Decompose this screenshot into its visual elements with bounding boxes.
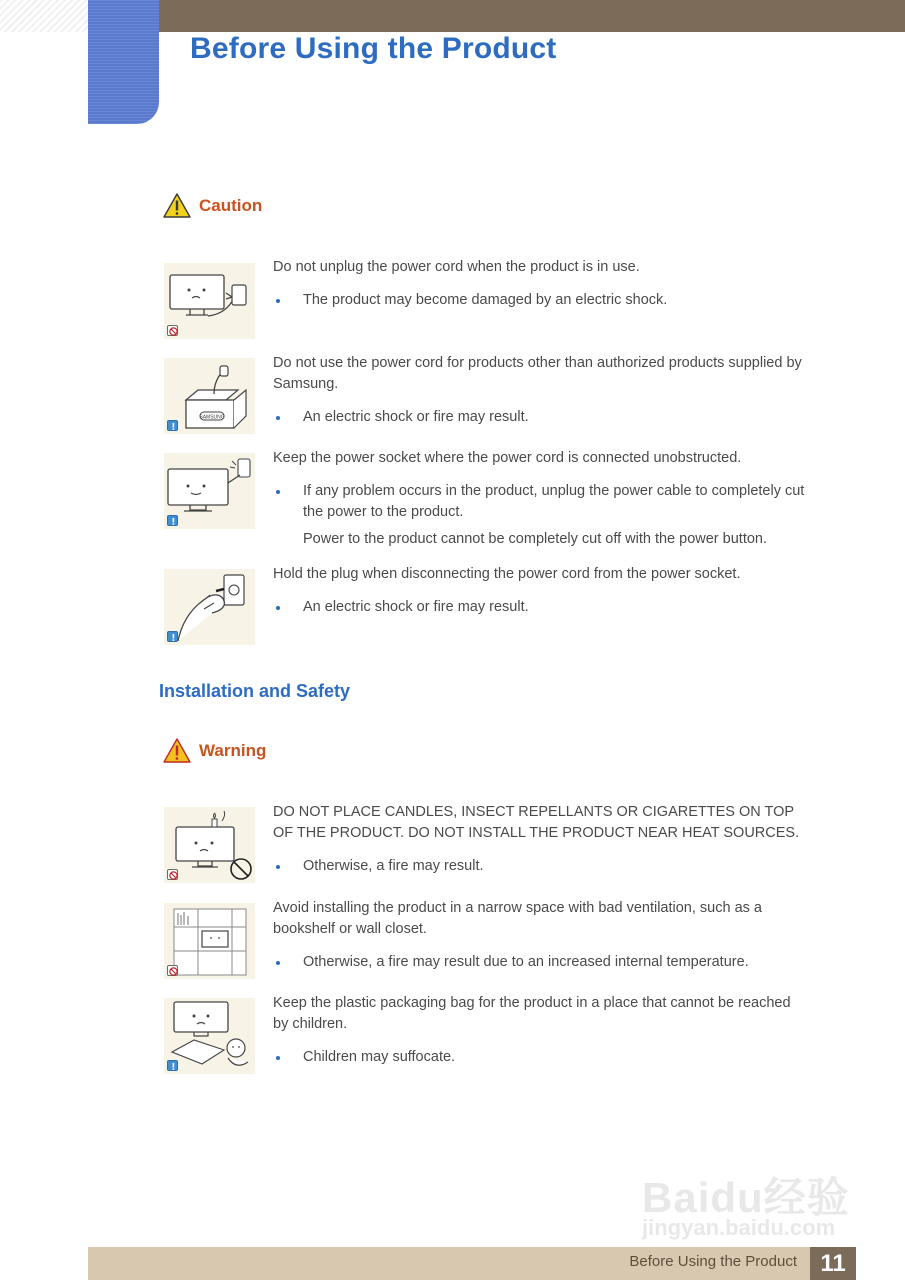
item-text: Do not use the power cord for products other than authorized products supplied by Samsung. <box>273 355 802 392</box>
caution-item-hold-plug <box>273 564 808 618</box>
item-text: Keep the plastic packaging bag for the product in a place that cannot be reached by children. <box>273 995 791 1032</box>
item-sub-note: Power to the product cannot be completely cut off with the power button. <box>303 531 768 547</box>
header-bar <box>159 0 905 32</box>
warning-label-text: Warning <box>199 740 267 760</box>
caution-label-text: Caution <box>199 195 263 215</box>
warning-item-ventilation <box>273 898 808 973</box>
caution-item-authorized <box>273 353 808 428</box>
item-bullet: The product may become damaged by an electric shock. <box>273 290 808 311</box>
prohibited-icon <box>167 325 178 336</box>
info-icon <box>167 420 178 431</box>
page-number: 11 <box>810 1247 856 1280</box>
illustration-bookshelf <box>164 903 255 979</box>
warning-triangle-icon <box>163 193 191 218</box>
watermark-logo: Baidu经验 <box>642 1174 850 1221</box>
section-heading: Installation and Safety <box>159 681 351 701</box>
caution-item-socket <box>273 448 808 550</box>
info-icon <box>167 1060 178 1071</box>
caution-item-unplug <box>273 257 808 311</box>
watermark <box>640 1145 860 1245</box>
illustration-hold-plug <box>164 569 255 645</box>
item-bullet: Otherwise, a fire may result due to an increased internal temperature. <box>273 952 808 973</box>
watermark-url: jingyan.baidu.com <box>642 1215 836 1240</box>
illustration-authorized-cord <box>164 358 255 434</box>
item-text: Avoid installing the product in a narrow space with bad ventilation, such as a bookshelf or wall closet. <box>273 900 762 937</box>
item-bullet: An electric shock or fire may result. <box>273 597 808 618</box>
illustration-unplug-in-use <box>164 263 255 339</box>
warning-item-packaging <box>273 993 808 1068</box>
header-pattern <box>0 0 88 32</box>
item-bullet: Children may suffocate. <box>273 1047 808 1068</box>
info-icon <box>167 515 178 526</box>
illustration-socket-unobstructed <box>164 453 255 529</box>
illustration-no-candles <box>164 807 255 883</box>
box-logo-text: SAMSUNG <box>199 414 225 421</box>
item-text: Hold the plug when disconnecting the power cord from the power socket. <box>273 566 741 582</box>
item-text: Keep the power socket where the power cord is connected unobstructed. <box>273 450 742 466</box>
item-text: DO NOT PLACE CANDLES, INSECT REPELLANTS OR CIGARETTES ON TOP OF THE PRODUCT. DO NOT INSTALL THE PRODUCT NEAR HEAT SOURCES. <box>273 804 800 841</box>
item-text: Do not unplug the power cord when the product is in use. <box>273 259 640 275</box>
warning-label <box>163 738 266 763</box>
item-bullet: An electric shock or fire may result. <box>273 407 808 428</box>
prohibited-icon <box>167 869 178 880</box>
info-icon <box>167 631 178 642</box>
item-bullet: Otherwise, a fire may result. <box>273 856 808 877</box>
item-bullet: If any problem occurs in the product, unplug the power cable to completely cut the power to the product. <box>273 481 808 523</box>
chapter-tab <box>88 0 159 124</box>
caution-label <box>163 193 262 218</box>
illustration-packaging-bag <box>164 998 255 1074</box>
warning-triangle-icon <box>163 738 191 763</box>
warning-item-candles <box>273 802 808 877</box>
prohibited-icon <box>167 965 178 976</box>
page-title: Before Using the Product <box>190 32 557 65</box>
footer-title: Before Using the Product <box>629 1253 797 1270</box>
